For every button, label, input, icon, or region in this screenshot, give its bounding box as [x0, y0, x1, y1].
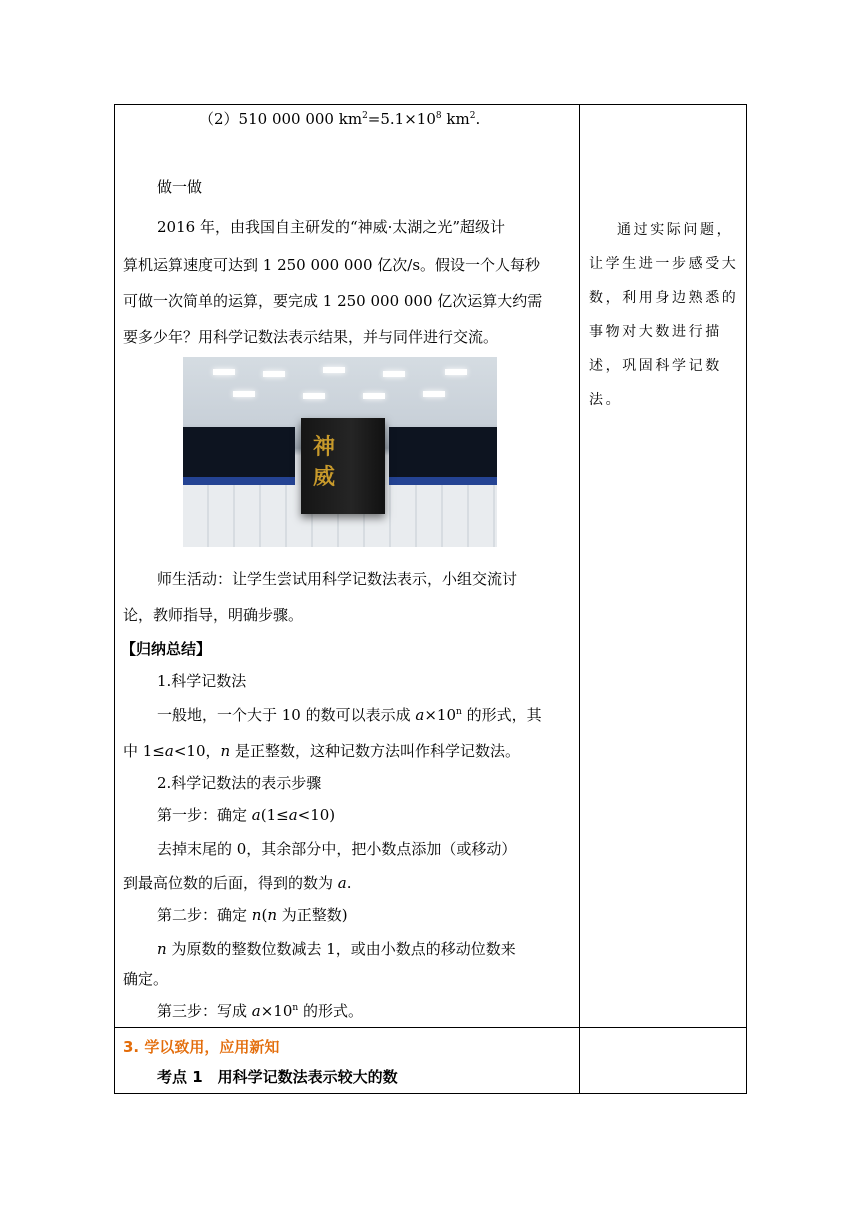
item1-body-line: 中 1≤a<10，n 是正整数，这种记数方法叫作科学记数法。	[123, 742, 520, 760]
supercomputer-photo	[183, 357, 497, 547]
step1-body-line: 到最高位数的后面，得到的数为 a.	[123, 874, 352, 892]
heading-do-it: 做一做	[157, 178, 203, 196]
step1-body-line: 去掉末尾的 0，其余部分中，把小数点添加（或移动）	[157, 840, 517, 858]
exponent: 2	[469, 111, 476, 121]
kaodian-title: 考点 1 用科学记数法表示较大的数	[157, 1068, 398, 1086]
paragraph-line: 论，教师指导，明确步骤。	[123, 606, 304, 624]
paragraph-line: 可做一次简单的运算，要完成 1 250 000 000 亿次运算大约需	[123, 292, 543, 310]
answer-text: .	[475, 110, 481, 128]
answer-text: =5.1×10	[367, 110, 436, 128]
shenwei-monolith	[301, 418, 385, 514]
logo-glyph: 神	[313, 434, 336, 460]
answer-text: （2）510 000 000 km	[199, 110, 363, 128]
step2-body-line: n 为原数的整数位数减去 1，或由小数点的移动位数来	[157, 940, 516, 958]
paragraph-line: 师生活动：让学生尝试用科学记数法表示，小组交流讨	[157, 570, 518, 588]
teaching-note: 通过实际问题，让学生进一步感受大数，利用身边熟悉的事物对大数进行描述，巩固科学记数法。	[589, 222, 739, 408]
lesson-table	[114, 104, 747, 1094]
row-divider	[115, 1027, 746, 1028]
answer-text: km	[441, 110, 470, 128]
item2-title: 2.科学记数法的表示步骤	[157, 774, 322, 792]
summary-heading: 【归纳总结】	[121, 640, 212, 658]
step2-body-line: 确定。	[123, 970, 169, 988]
item1-body-line: 一般地，一个大于 10 的数可以表示成 $a\times 10^n$ 的形式，其	[157, 706, 542, 724]
column-divider	[579, 105, 580, 1093]
exponent: 8	[435, 111, 442, 121]
item1-title: 1.科学记数法	[157, 672, 247, 690]
paragraph-line: 算机运算速度可达到 1 250 000 000 亿次/s。假设一个人每秒	[123, 256, 541, 274]
step2-title: 第二步：确定 n(n 为正整数)	[157, 906, 348, 924]
exponent: 2	[362, 111, 368, 121]
step3-title: 第三步：写成 $a\times 10^n$ 的形式。	[157, 1002, 363, 1020]
paragraph-line: 要多少年？用科学记数法表示结果，并与同伴进行交流。	[123, 328, 499, 346]
answer-line-2	[199, 109, 480, 129]
section3-title: 3. 学以致用，应用新知	[123, 1038, 280, 1056]
logo-glyph: 威	[313, 464, 336, 490]
step1-title: 第一步：确定 a(1≤a<10)	[157, 806, 336, 824]
paragraph-line: 2016 年，由我国自主研发的“神威·太湖之光”超级计	[157, 218, 506, 236]
